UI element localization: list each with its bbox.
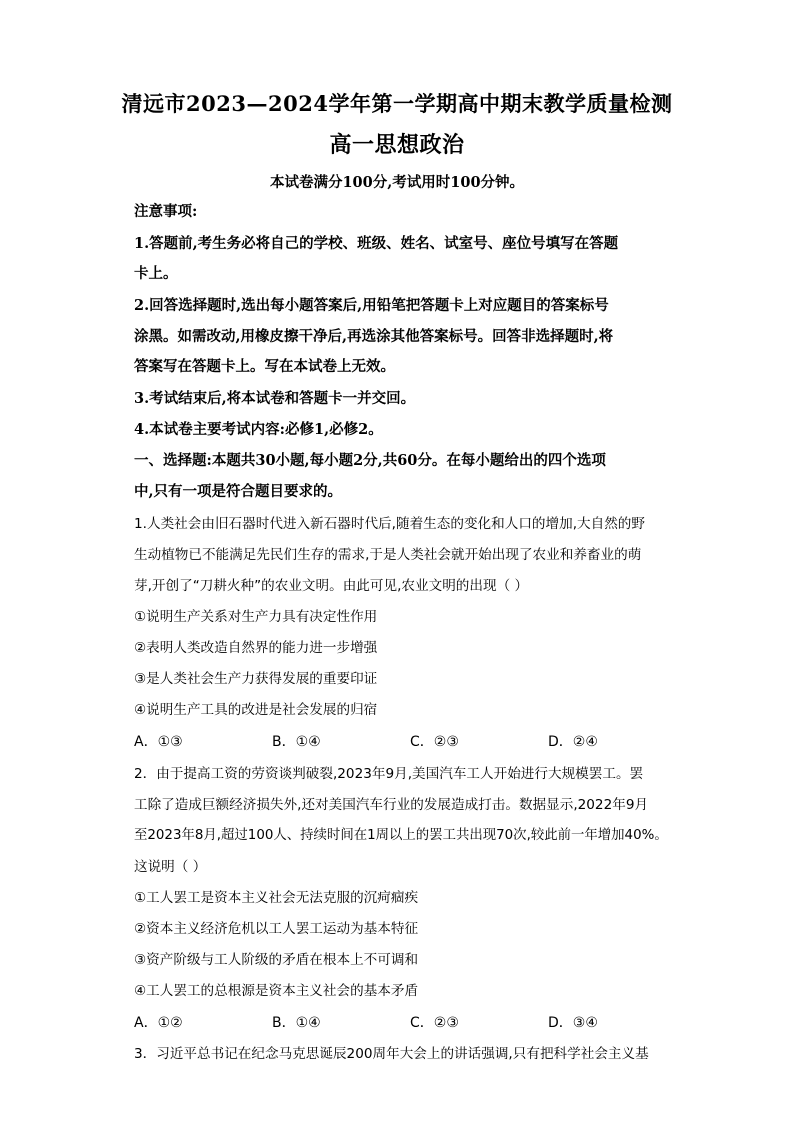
- notes-line: 答案写在答题卡上。写在本试卷上无效。: [134, 358, 395, 375]
- exam-subject: 高一思想政治: [329, 132, 465, 158]
- notes-line: 2.回答选择题时,选出每小题答案后,用铅笔把答题卡上对应题目的答案标号: [134, 297, 609, 314]
- question-2-item: ①工人罢工是资本主义社会无法克服的沉疴痼疾: [134, 890, 419, 906]
- exam-title: 清远市2023—2024学年第一学期高中期末教学质量检测: [121, 91, 673, 116]
- section-heading: 中,只有一项是符合题目要求的。: [134, 483, 343, 500]
- question-1-stem: 芽,开创了“刀耕火种”的农业文明。由此可见,农业文明的出现（ ）: [134, 578, 529, 594]
- notes-heading: 注意事项:: [134, 203, 198, 220]
- option-a: A．①③: [134, 734, 183, 750]
- question-1-item: ①说明生产关系对生产力具有决定性作用: [134, 609, 378, 625]
- option-d: D．②④: [548, 734, 598, 750]
- question-2-stem: 至2023年8月,超过100人、持续时间在1周以上的罢工共出现70次,较此前一年增加40%。: [134, 828, 668, 843]
- option-b: B．①④: [272, 1015, 321, 1031]
- question-2-item: ②资本主义经济危机以工人罢工运动为基本特征: [134, 921, 419, 937]
- option-a: A．①②: [134, 1015, 183, 1031]
- question-2-item: ④工人罢工的总根源是资本主义社会的基本矛盾: [134, 983, 419, 999]
- option-c: C．②③: [410, 734, 459, 750]
- notes-line: 4.本试卷主要考试内容:必修1,必修2。: [134, 421, 383, 438]
- option-d: D．③④: [548, 1015, 598, 1031]
- option-c: C．②③: [410, 1015, 459, 1031]
- question-1-stem: 1.人类社会由旧石器时代进入新石器时代后,随着生态的变化和人口的增加,大自然的野: [134, 516, 645, 532]
- exam-meta: 本试卷满分100分,考试用时100分钟。: [269, 174, 525, 191]
- question-1-stem: 生动植物已不能满足先民们生存的需求,于是人类社会就开始出现了农业和养畜业的萌: [134, 547, 642, 563]
- question-2-item: ③资产阶级与工人阶级的矛盾在根本上不可调和: [134, 952, 419, 968]
- notes-line: 卡上。: [134, 265, 178, 282]
- question-2-stem: 这说明（ ）: [134, 859, 207, 875]
- notes-line: 1.答题前,考生务必将自己的学校、班级、姓名、试室号、座位号填写在答题: [134, 235, 619, 252]
- question-1-item: ②表明人类改造自然界的能力进一步增强: [134, 640, 378, 656]
- question-1-item: ③是人类社会生产力获得发展的重要印证: [134, 671, 378, 687]
- question-2-stem: 2．由于提高工资的劳资谈判破裂,2023年9月,美国汽车工人开始进行大规模罢工。罢: [134, 766, 644, 782]
- option-b: B．①④: [272, 734, 321, 750]
- question-3-stem: 3．习近平总书记在纪念马克思诞辰200周年大会上的讲话强调,只有把科学社会主义基: [134, 1046, 649, 1062]
- question-1-item: ④说明生产工具的改进是社会发展的归宿: [134, 702, 378, 718]
- question-2-stem: 工除了造成巨额经济损失外,还对美国汽车行业的发展造成打击。数据显示,2022年9月: [134, 797, 649, 813]
- notes-line: 3.考试结束后,将本试卷和答题卡一并交回。: [134, 390, 416, 407]
- notes-line: 涂黑。如需改动,用橡皮擦干净后,再选涂其他答案标号。回答非选择题时,将: [134, 328, 614, 345]
- section-heading: 一、选择题:本题共30小题,每小题2分,共60分。在每小题给出的四个选项: [134, 452, 606, 469]
